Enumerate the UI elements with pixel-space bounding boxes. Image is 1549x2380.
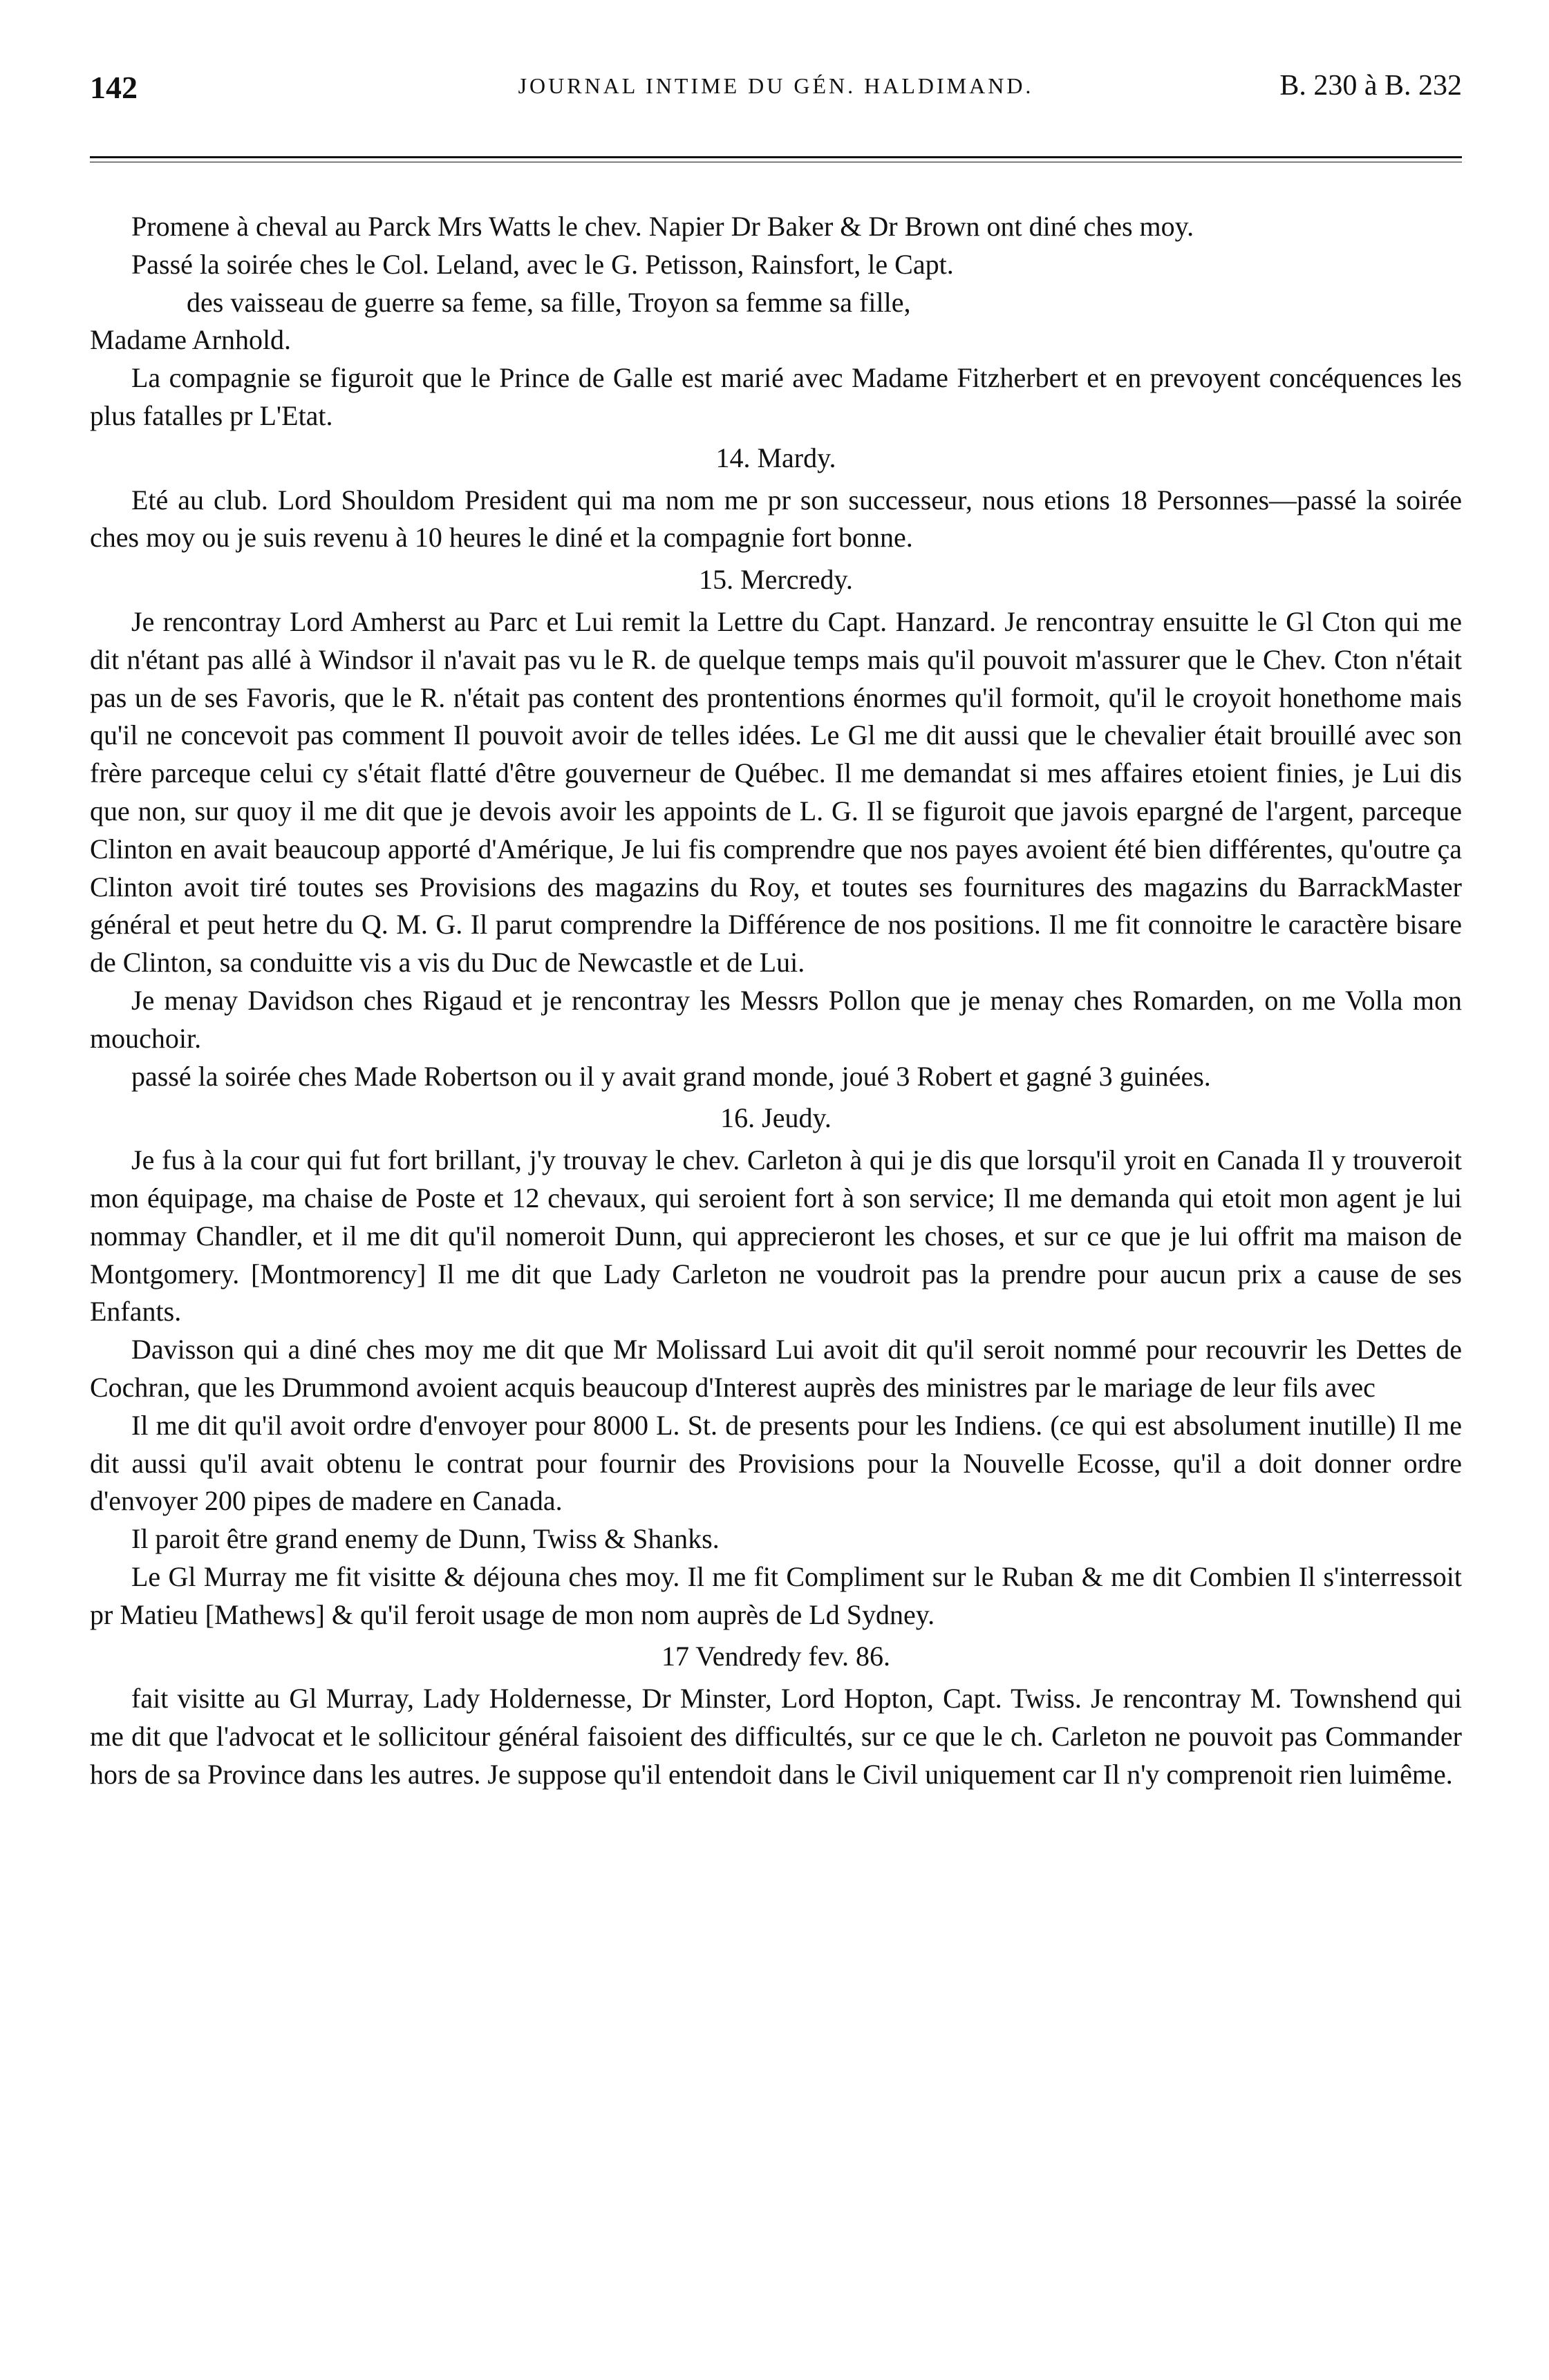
entry-paragraph: Il me dit qu'il avoit ordre d'envoyer pour 8000 L. St. de presents pour les Indiens. (ce qui est absolument inutille) Il me dit aussi qu'il avait obtenu le contrat pour fournir des Provisions pour la Nouvelle Ecosse, qu'il a doit donner ordre d'envoyer 200 pipes de madere en Canada. [90, 1409, 1462, 1517]
archive-reference: B. 230 à B. 232 [1279, 70, 1462, 102]
entry-paragraph: passé la soirée ches Made Robertson ou il y avait grand monde, joué 3 Robert et gagné 3 guinées. [131, 1060, 1211, 1092]
entry-paragraph: des vaisseau de guerre sa feme, sa fille, Troyon sa femme sa fille, [187, 286, 911, 318]
header-rule [90, 156, 1462, 162]
page-number: 142 [90, 70, 138, 105]
journal-body [90, 208, 1462, 1794]
entry-date: 15. Mercredy. [699, 564, 853, 596]
entry-paragraph: Je rencontray Lord Amherst au Parc et Lui remit la Lettre du Capt. Hanzard. Je rencontray ensuitte le Gl Cton qui me dit n'étant pas allé à Windsor il n'avait pas vu le R. de quelque temps mais qu'il pouvoit m'assurer que le Chev. Cton n'était pas un de ses Favoris, que le R. n'était pas content des prontentions énormes qu'il formoit, qu'il le croyoit honethome mais qu'il ne concevoit pas comment Il pouvoit avoir de telles idées. Le Gl me dit aussi que le chevalier était brouillé avec son frère parceque celui cy s'était flatté d'être gouverneur de Québec. Il me demandat si mes affaires etoient finies, je Lui dis que non, sur quoy il me dit que je devois avoir les appoints de L. G. Il se figuroit que javois epargné de l'argent, parceque Clinton en avait beaucoup apporté d'Amérique, Je lui fis comprendre que nos payes avoient été bien différentes, qu'outre ça Clinton avoit tiré toutes ses Provisions des magazins du Roy, et toutes ses fournitures des magazins du BarrackMaster général et peut hetre du Q. M. G. Il parut comprendre la Différence de nos positions. Il me fit connoitre le caractère bisare de Clinton, sa conduitte vis a vis du Duc de Newcastle et de Lui. [90, 605, 1462, 979]
entry-paragraph: Je menay Davidson ches Rigaud et je rencontray les Messrs Pollon que je menay ches Romarden, on me Volla mon mouchoir. [90, 984, 1462, 1054]
entry-date: 16. Jeudy. [720, 1102, 832, 1134]
entry-paragraph: Davisson qui a diné ches moy me dit que Mr Molissard Lui avoit dit qu'il seroit nommé pour recouvrir les Dettes de Cochran, que les Drummond avoient acquis beaucoup d'Interest auprès des ministres par le mariage de leur fils avec [90, 1334, 1462, 1403]
running-head [90, 69, 1462, 111]
entry-date: 17 Vendredy fev. 86. [661, 1641, 891, 1672]
entry-paragraph: fait visitte au Gl Murray, Lady Holdernesse, Dr Minster, Lord Hopton, Capt. Twiss. Je rencontray M. Townshend qui me dit que l'advocat et le sollicitour général faisoient des difficultés, sur ce que le ch. Carleton ne pouvoit pas Commander hors de sa Province dans les autres. Je suppose qu'il entendoit dans le Civil uniquement car Il n'y comprenoit rien luimême. [90, 1683, 1462, 1790]
entry-paragraph: Promene à cheval au Parck Mrs Watts le chev. Napier Dr Baker & Dr Brown ont diné ches moy. [131, 211, 1194, 242]
journal-page [90, 69, 1462, 1794]
running-title: JOURNAL INTIME DU GÉN. HALDIMAND. [518, 73, 1034, 98]
entry-paragraph: Il paroit être grand enemy de Dunn, Twiss & Shanks. [131, 1523, 720, 1555]
entry-paragraph: Eté au club. Lord Shouldom President qui ma nom me pr son successeur, nous etions 18 Personnes—passé la soirée ches moy ou je suis revenu à 10 heures le diné et la compagnie fort bonne. [90, 484, 1462, 554]
entry-paragraph: Le Gl Murray me fit visitte & déjouna ches moy. Il me fit Compliment sur le Ruban & me dit Combien Il s'interressoit pr Matieu [Mathews] & qu'il feroit usage de mon nom auprès de Ld Sydney. [90, 1560, 1462, 1630]
entry-date: 14. Mardy. [715, 442, 836, 473]
entry-paragraph: Passé la soirée ches le Col. Leland, avec le G. Petisson, Rainsfort, le Capt. [131, 248, 954, 280]
entry-paragraph: Je fus à la cour qui fut fort brillant, j'y trouvay le chev. Carleton à qui je dis que lorsqu'il yroit en Canada Il y trouveroit mon équipage, ma chaise de Poste et 12 chevaux, qui seroient fort à son service; Il me demanda qui etoit mon agent je lui nommay Chandler, et il me dit qu'il nomeroit Dunn, qui apprecieront les choses, et sur ce que je lui offrit ma maison de Montgomery. [Montmorency] Il me dit que Lady Carleton ne voudroit pas la prendre pour aucun prix a cause de ses Enfants. [90, 1144, 1462, 1328]
entry-paragraph: La compagnie se figuroit que le Prince de Galle est marié avec Madame Fitzherbert et en prevoyent concéquences les plus fatalles pr L'Etat. [90, 362, 1462, 431]
entry-paragraph: Madame Arnhold. [90, 324, 292, 356]
